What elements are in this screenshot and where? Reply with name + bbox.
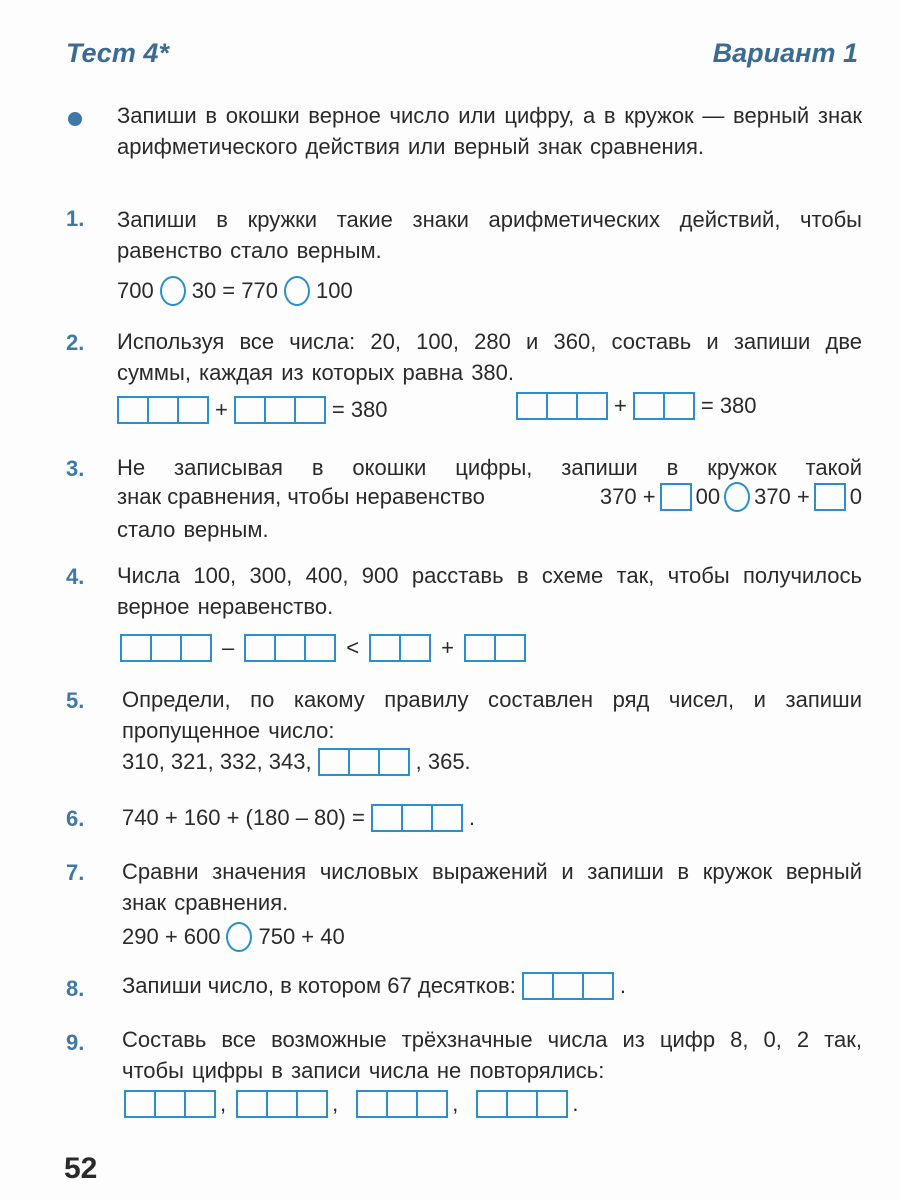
answer-box[interactable] (124, 1090, 216, 1118)
eq-part: – (222, 635, 235, 660)
answer-box[interactable] (236, 1090, 328, 1118)
task-number: 8. (66, 976, 85, 1001)
eq-part: , 365. (415, 749, 471, 774)
answer-box[interactable] (234, 396, 326, 424)
task-6-expression (122, 804, 475, 832)
answer-box[interactable] (814, 483, 846, 511)
answer-circle[interactable] (160, 276, 186, 306)
eq-part: 700 (117, 278, 154, 303)
answer-circle[interactable] (724, 482, 750, 512)
task-text: Не записывая в окошки цифры, запиши в кружок такой (117, 455, 862, 480)
variant-title: Вариант 1 (712, 38, 858, 68)
eq-part: 00 (695, 484, 721, 509)
eq-part: 750 + 40 (258, 924, 345, 949)
answer-box[interactable] (660, 483, 692, 511)
task-7-comparison (122, 922, 345, 952)
task-5-sequence (122, 748, 471, 776)
bullet-icon (68, 112, 82, 126)
task-number: 4. (66, 564, 85, 589)
eq-part: 370 + (754, 484, 810, 509)
task-number: 2. (66, 330, 85, 355)
task-number: 1. (66, 206, 85, 231)
eq-part: < (346, 635, 360, 660)
task-2-sum-1 (117, 396, 388, 424)
eq-part: 100 (315, 278, 353, 303)
answer-box[interactable] (318, 748, 410, 776)
eq-part: + (614, 393, 627, 418)
task-text: стало верным. (117, 517, 269, 542)
answer-box[interactable] (371, 804, 463, 832)
task-3-line (117, 482, 862, 512)
task-text: Запиши число, в котором 67 десятков: (122, 973, 516, 998)
task-4-scheme (120, 634, 526, 662)
eq-part: 310, 321, 332, 343, (122, 749, 312, 774)
eq-part: 290 + 600 (122, 924, 221, 949)
page-number: 52 (64, 1152, 98, 1185)
answer-box[interactable] (516, 392, 608, 420)
task-2-sum-2 (516, 392, 757, 420)
eq-part: 0 (849, 484, 862, 509)
answer-box[interactable] (476, 1090, 568, 1118)
task-text: Числа 100, 300, 400, 900 расставь в схеме так, чтобы получилось верное неравенство. (117, 563, 862, 619)
task-text: Составь все возможные трёхзначные числа из цифр 8, 0, 2 так, чтобы цифры в записи числа не повторялись: (122, 1027, 862, 1083)
answer-box[interactable] (522, 972, 614, 1000)
eq-part: , (220, 1091, 227, 1116)
task-text: Запиши в кружки такие знаки арифметических действий, чтобы равенство стало верным. (117, 207, 862, 263)
answer-circle[interactable] (284, 276, 310, 306)
answer-box[interactable] (633, 392, 695, 420)
eq-part: 740 + 160 + (180 – 80) = (122, 805, 365, 830)
task-1-equation (117, 276, 353, 306)
answer-box[interactable] (369, 634, 431, 662)
eq-part: , (452, 1091, 459, 1116)
answer-box[interactable] (356, 1090, 448, 1118)
eq-part: = 380 (700, 393, 757, 418)
eq-part: + (441, 635, 454, 660)
task-number: 3. (66, 456, 85, 481)
task-text: Сравни значения числовых выражений и запиши в кружок верный знак сравнения. (122, 859, 862, 915)
task-number: 5. (66, 688, 85, 713)
task-9-answers (124, 1090, 579, 1118)
eq-part: 30 = 770 (191, 278, 278, 303)
task-8-line (122, 972, 626, 1000)
task-text: знак сравнения, чтобы неравенство (117, 484, 485, 509)
task-text: Определи, по какому правилу составлен ряд чисел, и запиши пропущенное число: (122, 687, 862, 743)
task-number: 6. (66, 806, 85, 831)
eq-part: . (468, 805, 475, 830)
task-text: Используя все числа: 20, 100, 280 и 360, составь и запиши две суммы, каждая из которых равна 380. (117, 329, 862, 385)
eq-part: . (572, 1091, 579, 1116)
eq-part: , (332, 1091, 339, 1116)
eq-part: 370 + (599, 484, 656, 509)
task-number: 9. (66, 1030, 85, 1055)
test-title: Тест 4* (66, 38, 169, 68)
eq-part: = 380 (331, 397, 388, 422)
answer-box[interactable] (117, 396, 209, 424)
instruction: Запиши в окошки верное число или цифру, а в кружок — верный знак арифметического действия или верный знак сравнения. (117, 103, 862, 159)
answer-box[interactable] (120, 634, 212, 662)
eq-part: + (215, 397, 228, 422)
task-number: 7. (66, 860, 85, 885)
answer-box[interactable] (244, 634, 336, 662)
answer-box[interactable] (464, 634, 526, 662)
answer-circle[interactable] (226, 922, 252, 952)
eq-part: . (619, 973, 626, 998)
